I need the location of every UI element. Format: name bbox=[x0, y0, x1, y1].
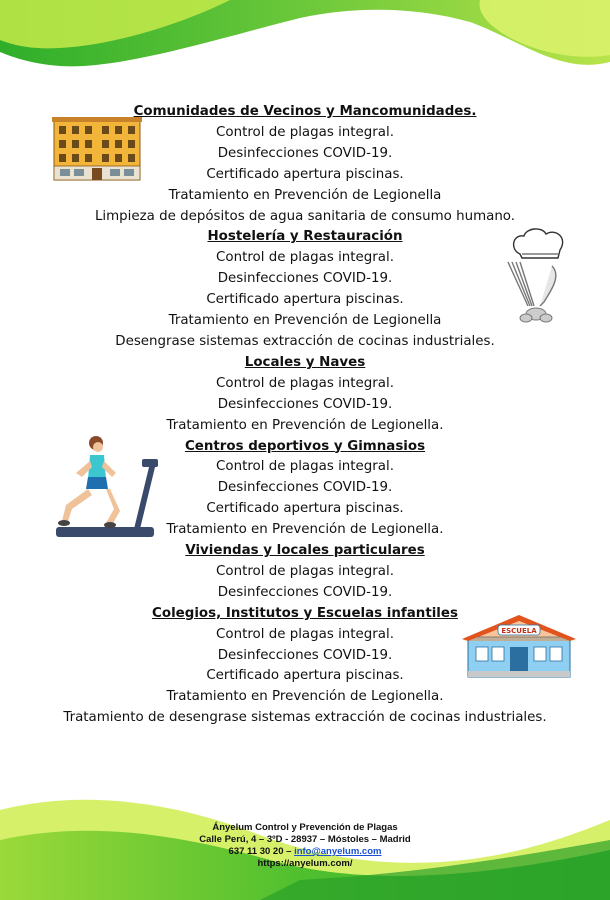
service-item: Tratamiento en Prevención de Legionella bbox=[168, 187, 442, 203]
service-item: Control de plagas integral. bbox=[216, 124, 394, 140]
service-item: Limpieza de depósitos de agua sanitaria de consumo humano. bbox=[94, 208, 516, 224]
footer-company: Ányelum Control y Prevención de Plagas bbox=[212, 822, 398, 833]
service-item: Desengrase sistemas extracción de cocinas industriales. bbox=[115, 333, 495, 349]
service-item: Control de plagas integral. bbox=[216, 563, 394, 579]
section-heading: Locales y Naves bbox=[244, 354, 366, 370]
service-item: Desinfecciones COVID-19. bbox=[217, 480, 393, 496]
service-item: Desinfecciones COVID-19. bbox=[217, 396, 393, 412]
service-item: Control de plagas integral. bbox=[216, 250, 394, 266]
footer-website: https://anyelum.com/ bbox=[257, 858, 353, 869]
service-item: Control de plagas integral. bbox=[216, 459, 394, 475]
section-heading: Hostelería y Restauración bbox=[207, 229, 403, 245]
school-sign-text: ESCUELA bbox=[501, 627, 537, 635]
service-item: Desinfecciones COVID-19. bbox=[217, 145, 393, 161]
service-item: Tratamiento de desengrase sistemas extracción de cocinas industriales. bbox=[63, 710, 547, 726]
service-item: Certificado apertura piscinas. bbox=[206, 166, 404, 182]
service-item: Control de plagas integral. bbox=[216, 626, 394, 642]
service-item: Desinfecciones COVID-19. bbox=[217, 584, 393, 600]
service-item: Tratamiento en Prevención de Legionella. bbox=[166, 417, 444, 433]
service-list bbox=[0, 102, 610, 729]
service-item: Control de plagas integral. bbox=[216, 375, 394, 391]
service-item: Desinfecciones COVID-19. bbox=[217, 271, 393, 287]
top-wave-decoration bbox=[0, 0, 610, 80]
service-item: Certificado apertura piscinas. bbox=[206, 668, 404, 684]
service-item: Certificado apertura piscinas. bbox=[206, 292, 404, 308]
footer bbox=[0, 822, 610, 870]
footer-address: Calle Perú, 4 – 3ºD - 28937 – Móstoles – Madrid bbox=[199, 834, 411, 845]
footer-phone: 637 11 30 20 – bbox=[228, 846, 292, 857]
section-heading: Comunidades de Vecinos y Mancomunidades. bbox=[133, 104, 477, 119]
service-item: Certificado apertura piscinas. bbox=[206, 501, 404, 517]
section-heading: Viviendas y locales particulares bbox=[185, 543, 425, 559]
service-item: Tratamiento en Prevención de Legionella bbox=[168, 313, 442, 329]
service-item: Tratamiento en Prevención de Legionella. bbox=[166, 522, 444, 538]
section-heading: Colegios, Institutos y Escuelas infantiles bbox=[152, 605, 458, 621]
footer-email-link[interactable]: info@anyelum.com bbox=[294, 846, 382, 857]
service-item: Desinfecciones COVID-19. bbox=[217, 647, 393, 663]
section-heading: Centros deportivos y Gimnasios bbox=[184, 438, 426, 454]
service-item: Tratamiento en Prevención de Legionella. bbox=[166, 689, 444, 705]
footer-contact bbox=[0, 846, 610, 858]
